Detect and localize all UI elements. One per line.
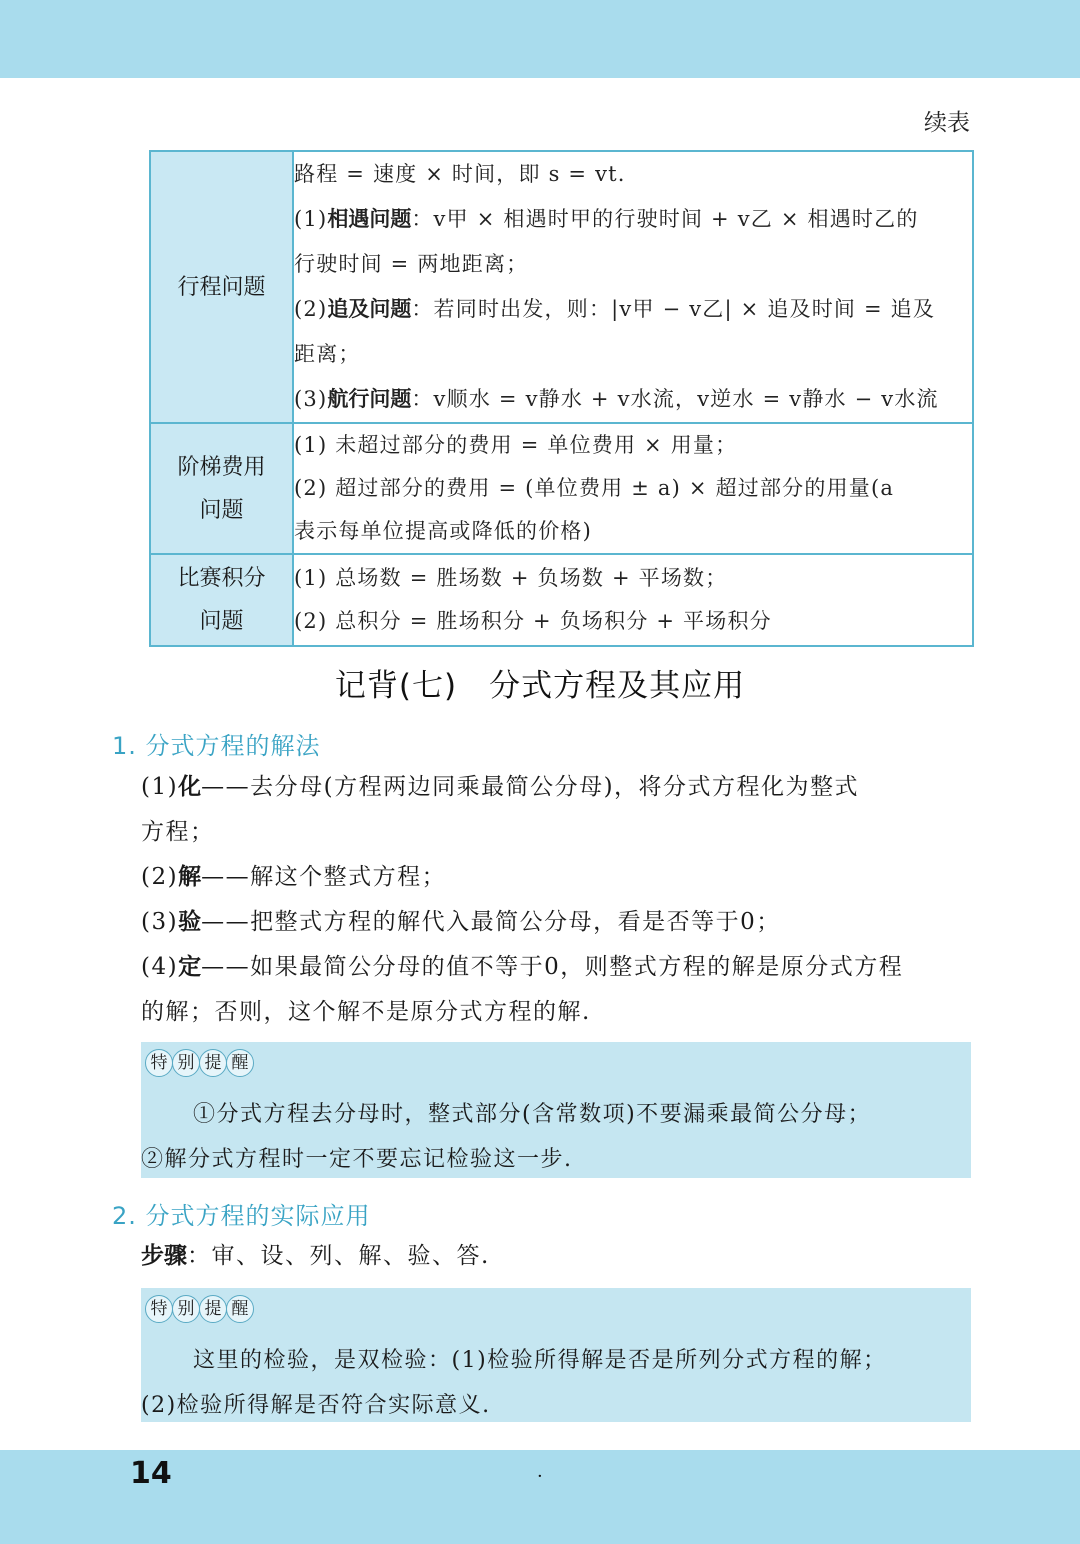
reminder-text: ①分式方程去分母时，整式部分(含常数项)不要漏乘最简公分母； ②解分式方程时一定不要忘记检验这一步.	[141, 1102, 872, 1172]
line: (3)航行问题：v顺水 = v静水 + v水流，v逆水 = v静水 − v水流	[294, 387, 939, 411]
top-banner	[0, 0, 1080, 78]
row-head-tiered-fee: 阶梯费用 问题	[150, 423, 293, 554]
special-reminder-badge: 特 别 提 醒	[145, 1049, 253, 1077]
row-head-match-points: 比赛积分 问题	[150, 554, 293, 646]
list-item: (3)验——把整式方程的解代入最简公分母，看是否等于0；	[141, 909, 781, 935]
line: 行驶时间 = 两地距离；	[294, 252, 529, 276]
reminder-text: 这里的检验，是双检验：(1)检验所得解是否是所列分式方程的解； (2)检验所得解是否符合实际意义.	[141, 1348, 887, 1418]
solving-steps	[141, 765, 981, 1035]
special-reminder-box	[141, 1042, 971, 1178]
list-item-cont: 方程；	[141, 819, 215, 845]
line: (2) 超过部分的费用 = (单位费用 ± a) × 超过部分的用量(a	[294, 476, 895, 500]
line: (1) 总场数 = 胜场数 + 负场数 + 平场数；	[294, 566, 728, 590]
table-row	[150, 554, 973, 646]
special-reminder-box	[141, 1288, 971, 1422]
line: (1) 未超过部分的费用 = 单位费用 × 用量；	[294, 433, 738, 457]
line: (1)相遇问题：v甲 × 相遇时甲的行驶时间 + v乙 × 相遇时乙的	[294, 207, 919, 231]
formula-table	[149, 150, 974, 647]
page-number: 14	[130, 1456, 172, 1491]
table-row	[150, 151, 973, 423]
list-item-cont: 的解；否则，这个解不是原分式方程的解.	[141, 999, 591, 1025]
row-body-travel	[293, 151, 973, 423]
continued-label: 续表	[924, 110, 970, 136]
section-title: 记背(七) 分式方程及其应用	[334, 668, 746, 704]
heading-application: 2. 分式方程的实际应用	[112, 1202, 371, 1230]
special-reminder-badge: 特 别 提 醒	[145, 1295, 253, 1323]
table-row	[150, 423, 973, 554]
line: (2) 总积分 = 胜场积分 + 负场积分 + 平场积分	[294, 609, 772, 633]
line: 距离；	[294, 342, 361, 366]
line: (2)追及问题：若同时出发，则：|v甲 − v乙| × 追及时间 = 追及	[294, 297, 936, 321]
line: 路程 = 速度 × 时间，即 s = vt.	[294, 162, 626, 186]
application-steps: 步骤：审、设、列、解、验、答.	[141, 1243, 490, 1269]
row-body-tiered-fee	[293, 423, 973, 554]
list-item: (1)化——去分母(方程两边同乘最简公分母)，将分式方程化为整式	[141, 774, 860, 800]
row-head-travel: 行程问题	[150, 151, 293, 423]
list-item: (4)定——如果最简公分母的值不等于0，则整式方程的解是原分式方程	[141, 954, 904, 980]
heading-solving-method: 1. 分式方程的解法	[112, 732, 321, 760]
line: 表示每单位提高或降低的价格)	[294, 519, 592, 543]
list-item: (2)解——解这个整式方程；	[141, 864, 447, 890]
footer-dot: ·	[537, 1466, 543, 1487]
row-body-match-points	[293, 554, 973, 646]
